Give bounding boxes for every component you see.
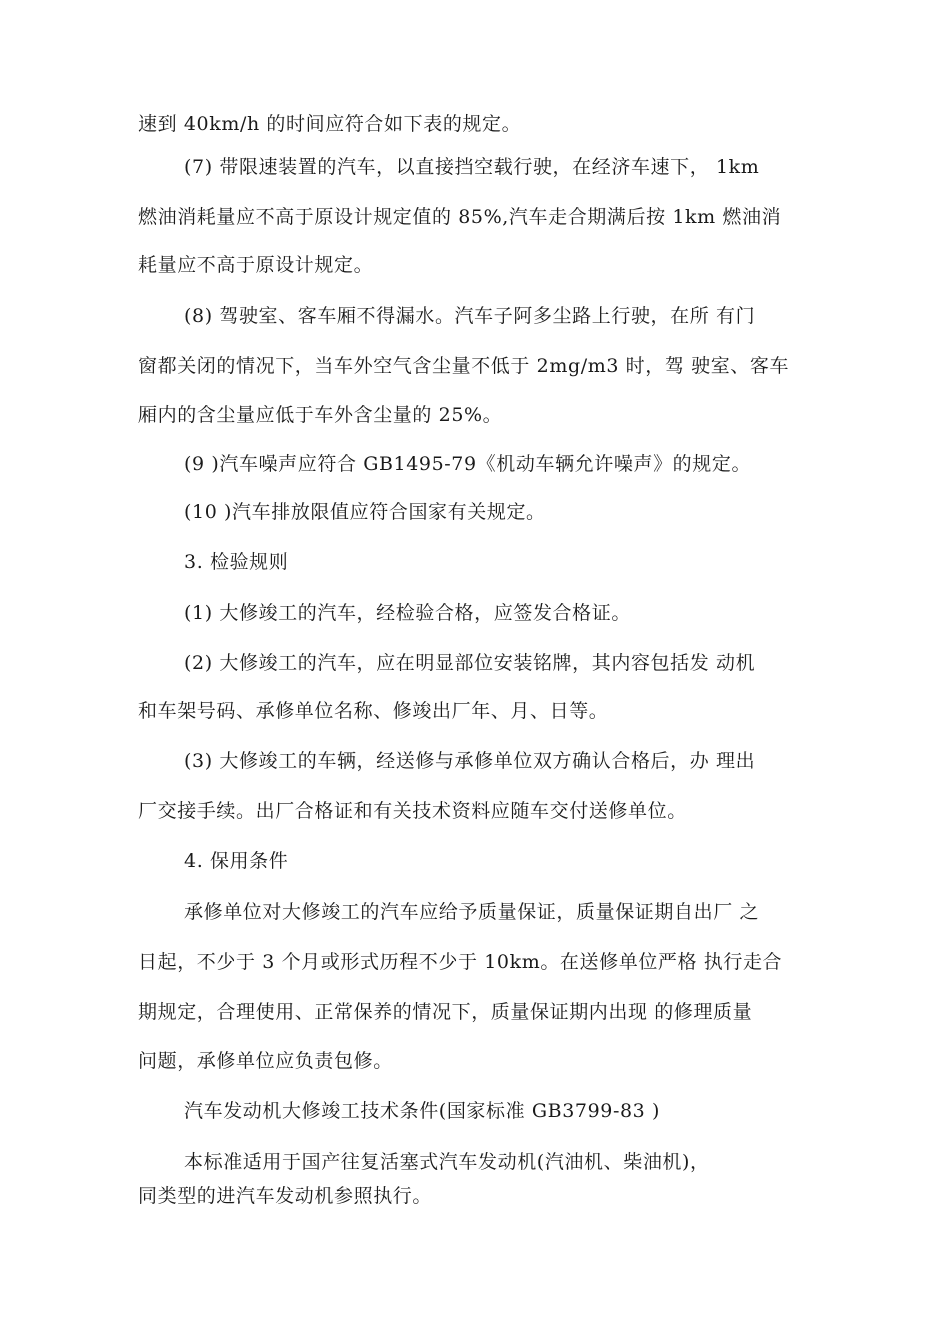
text-line: 日起，不少于 3 个月或形式历程不少于 10km。在送修单位严格 执行走合 [138,951,783,973]
text-line: (8) 驾驶室、客车厢不得漏水。汽车子阿多尘路上行驶，在所 有门 [184,305,756,327]
text-line: 期规定，合理使用、正常保养的情况下，质量保证期内出现 的修理质量 [138,1001,753,1023]
text-line: 厢内的含尘量应低于车外含尘量的 25%。 [138,404,503,426]
text-line: (9 )汽车噪声应符合 GB1495-79《机动车辆允许噪声》的规定。 [184,453,752,475]
document-title: 汽车发动机大修竣工技术条件(国家标准 GB3799-83 ) [184,1100,660,1122]
text-line: 厂交接手续。出厂合格证和有关技术资料应随车交付送修单位。 [138,800,687,822]
text-line: (10 )汽车排放限值应符合国家有关规定。 [184,501,546,523]
text-line: (2) 大修竣工的汽车，应在明显部位安装铭牌，其内容包括发 动机 [184,652,756,674]
text-line: 本标准适用于国产往复活塞式汽车发动机(汽油机、柴油机)， [184,1151,710,1173]
text-line: (7) 带限速装置的汽车，以直接挡空载行驶，在经济车速下， 1km [184,156,760,178]
text-line: 耗量应不高于原设计规定。 [138,254,374,276]
text-line: 燃油消耗量应不高于原设计规定值的 85%,汽车走合期满后按 1km 燃油消 [138,206,782,228]
section-heading: 3. 检验规则 [184,551,289,573]
text-line: 同类型的进汽车发动机参照执行。 [138,1185,433,1207]
text-line: 承修单位对大修竣工的汽车应给予质量保证，质量保证期自出厂 之 [184,901,760,923]
text-line: 速到 40km/h 的时间应符合如下表的规定。 [138,113,522,135]
section-heading: 4. 保用条件 [184,850,289,872]
text-line: 窗都关闭的情况下，当车外空气含尘量不低于 2mg/m3 时，驾 驶室、客车 [138,355,790,377]
text-line: (1) 大修竣工的汽车，经检验合格，应签发合格证。 [184,602,631,624]
text-line: 和车架号码、承修单位名称、修竣出厂年、月、日等。 [138,700,609,722]
text-line: (3) 大修竣工的车辆，经送修与承修单位双方确认合格后，办 理出 [184,750,756,772]
text-line: 问题，承修单位应负责包修。 [138,1050,393,1072]
